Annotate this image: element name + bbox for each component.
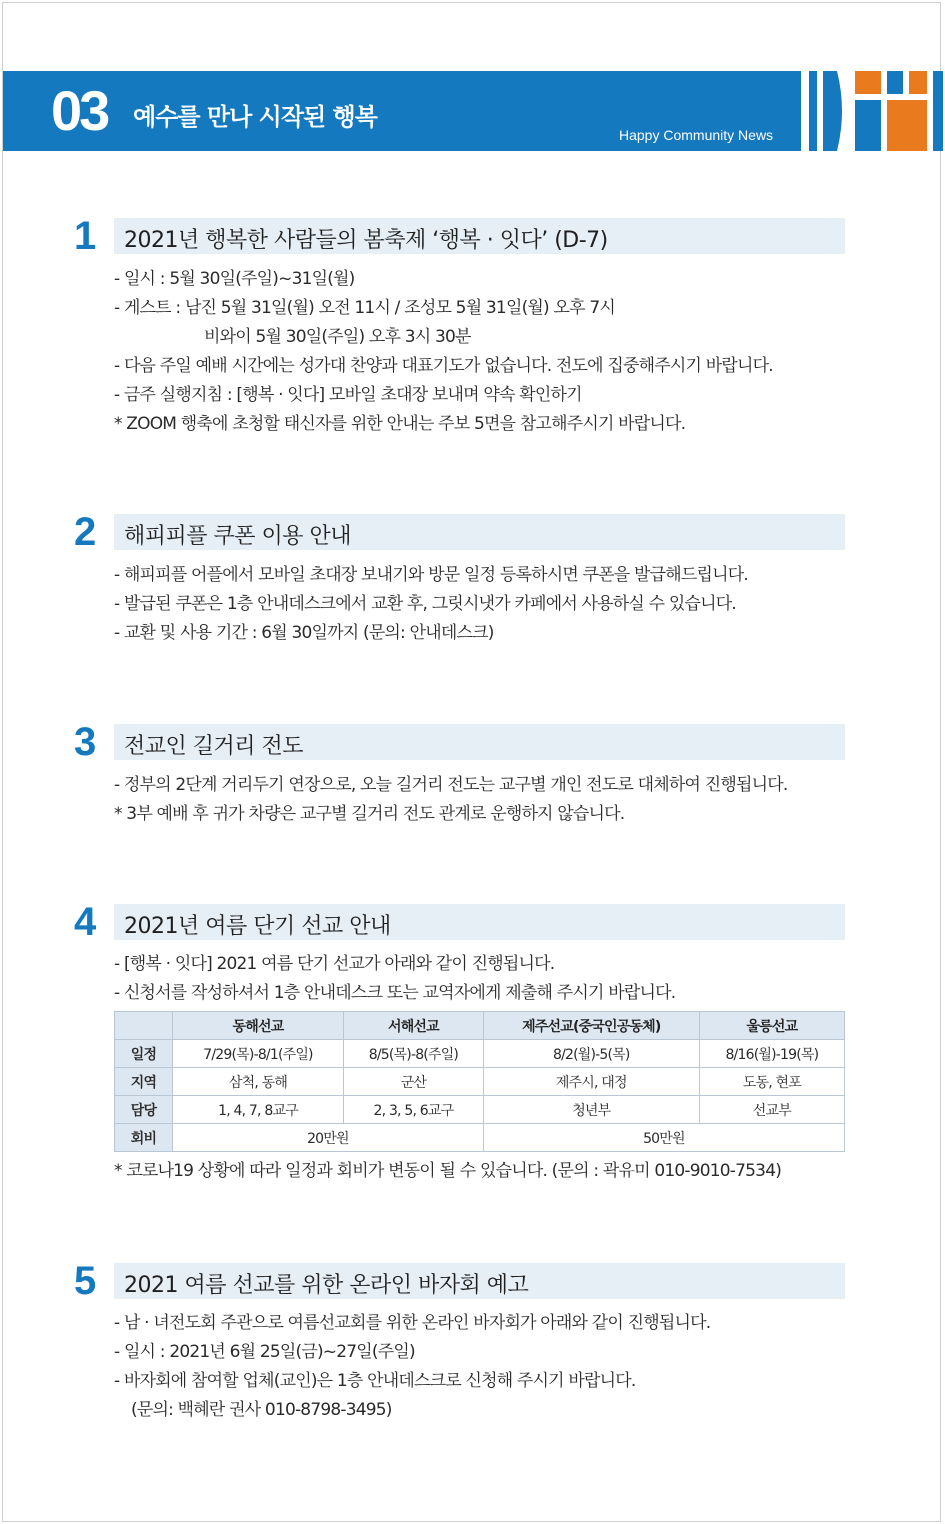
table-column-header: 서해선교 [344,1012,484,1040]
table-cell: 50만원 [483,1124,844,1152]
table-column-header: 울릉선교 [699,1012,844,1040]
section-1-line: 비와이 5월 30일(주일) 오후 3시 30분 [204,327,471,347]
section-2-line: - 교환 및 사용 기간 : 6월 30일까지 (문의: 안내데스크) [114,623,494,643]
table-cell: 8/5(목)-8(주일) [344,1040,484,1068]
table-row [115,1096,845,1124]
table-cell: 8/16(월)-19(목) [699,1040,844,1068]
table-cell: 삼척, 동해 [173,1068,344,1096]
table-cell: 군산 [344,1068,484,1096]
section-1-line: - 게스트 : 남진 5월 31일(월) 오전 11시 / 조성모 5월 31일(월) 오후 7시 [114,298,615,318]
section-4-body [114,950,854,1008]
section-3-line: * 3부 예배 후 귀가 차량은 교구별 길거리 전도 관계로 운행하지 않습니다. [114,804,625,824]
section-5-title: 2021 여름 선교를 위한 온라인 바자회 예고 [124,1273,529,1298]
table-cell: 20만원 [173,1124,484,1152]
section-4-note [114,1157,854,1186]
table-row-header: 일정 [115,1040,173,1068]
section-1-line: - 금주 실행지침 : [행복 · 잇다] 모바일 초대장 보내며 약속 확인하기 [114,385,582,405]
header-number: 03 [51,79,108,142]
header-title: 예수를 만나 시작된 행복 [133,103,377,131]
table-cell: 7/29(목)-8/1(주일) [173,1040,344,1068]
table-cell: 1, 4, 7, 8교구 [173,1096,344,1124]
header-banner [3,71,942,151]
table-column-header: 제주선교(중국인공동체) [483,1012,699,1040]
section-3-line: - 정부의 2단계 거리두기 연장으로, 오늘 길거리 전도는 교구별 개인 전도로 대체하여 진행됩니다. [114,775,788,795]
table-cell: 8/2(월)-5(목) [483,1040,699,1068]
section-5-title-bar [114,1263,845,1299]
section-5-line: (문의: 백혜란 권사 010-8798-3495) [131,1400,392,1420]
section-5-body [114,1309,854,1425]
section-5-line: - 남 · 녀전도회 주관으로 여름선교회를 위한 온라인 바자회가 아래와 같이 진행됩니다. [114,1313,711,1333]
section-3-body [114,771,854,829]
section-2-line: - 발급된 쿠폰은 1층 안내데스크에서 교환 후, 그릿시냇가 카페에서 사용하실 수 있습니다. [114,594,736,614]
section-3-title-bar [114,724,845,760]
header-subtitle: Happy Community News [619,127,774,143]
table-row [115,1068,845,1096]
section-1-line: * ZOOM 행축에 초청할 태신자를 위한 안내는 주보 5면을 참고해주시기 바랍니다. [114,414,686,434]
table-cell: 청년부 [483,1096,699,1124]
table-row [115,1040,845,1068]
table-row-header: 회비 [115,1124,173,1152]
section-4-title-bar [114,904,845,940]
section-1-title: 2021년 행복한 사람들의 봄축제 ‘행복 · 잇다’ (D-7) [124,228,608,253]
section-3-number: 3 [74,720,97,764]
section-1-body [114,265,854,439]
section-4-note-line: * 코로나19 상황에 따라 일정과 회비가 변동이 될 수 있습니다. (문의 : 곽유미 010-9010-7534) [114,1161,782,1181]
section-4-line: - 신청서를 작성하셔서 1층 안내데스크 또는 교역자에게 제출해 주시기 바랍니다. [114,983,676,1003]
table-cell: 선교부 [699,1096,844,1124]
section-2-title-bar [114,514,845,550]
section-2-line: - 해피피플 어플에서 모바일 초대장 보내기와 방문 일정 등록하시면 쿠폰을 발급해드립니다. [114,565,748,585]
church-logo-icon [801,71,943,151]
table-header-row [115,1012,845,1040]
table-cell: 도동, 현포 [699,1068,844,1096]
section-3-title: 전교인 길거리 전도 [124,734,304,759]
section-4-number: 4 [74,900,97,944]
section-4-line: - [행복 · 잇다] 2021 여름 단기 선교가 아래와 같이 진행됩니다. [114,954,555,974]
table-cell: 2, 3, 5, 6교구 [344,1096,484,1124]
section-1-number: 1 [74,214,97,258]
table-column-header: 동해선교 [173,1012,344,1040]
table-cell: 제주시, 대정 [483,1068,699,1096]
section-5-line: - 바자회에 참여할 업체(교인)은 1층 안내데스크로 신청해 주시기 바랍니다. [114,1371,636,1391]
table-row [115,1124,845,1152]
table-corner-cell [115,1012,173,1040]
section-2-number: 2 [74,510,97,554]
mission-schedule-table [114,1011,845,1152]
section-5-number: 5 [74,1259,97,1303]
section-4-title: 2021년 여름 단기 선교 안내 [124,914,391,939]
table-row-header: 지역 [115,1068,173,1096]
section-2-title: 해피피플 쿠폰 이용 안내 [124,524,352,549]
section-1-line: - 다음 주일 예배 시간에는 성가대 찬양과 대표기도가 없습니다. 전도에 집중해주시기 바랍니다. [114,356,773,376]
section-1-title-bar [114,218,845,254]
section-2-body [114,561,854,648]
section-1-line: - 일시 : 5월 30일(주일)~31일(월) [114,269,355,289]
table-row-header: 담당 [115,1096,173,1124]
section-5-line: - 일시 : 2021년 6월 25일(금)~27일(주일) [114,1342,415,1362]
